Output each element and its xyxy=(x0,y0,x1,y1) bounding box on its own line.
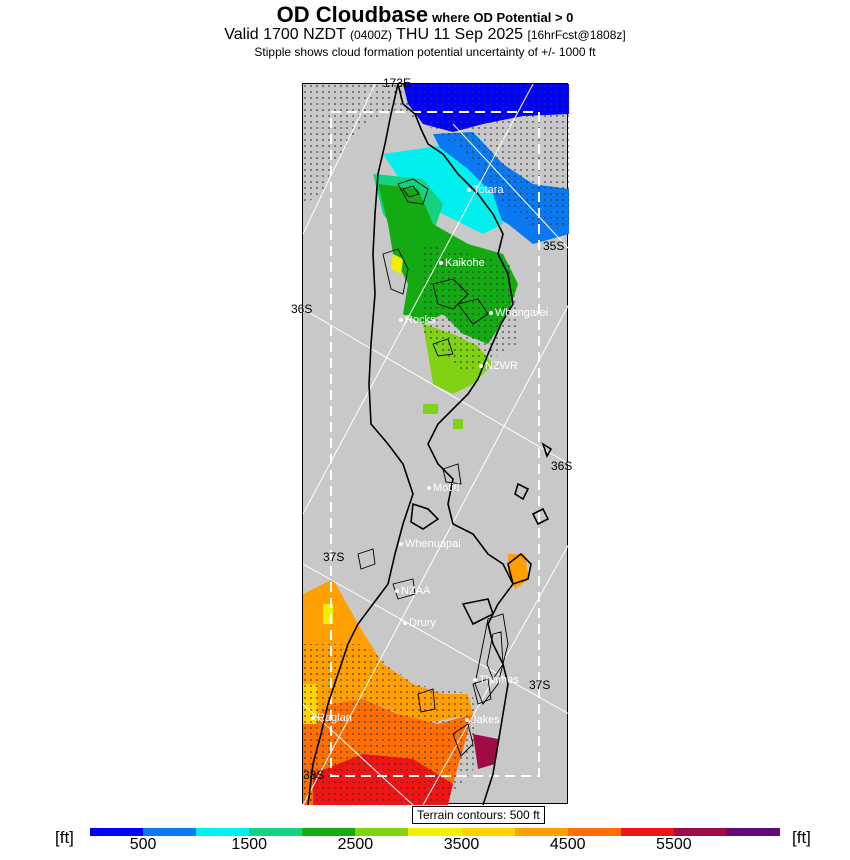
subtitle: Stipple shows cloud formation potential uncertainty of +/- 1000 ft xyxy=(254,45,596,59)
town-jakes: Jakes xyxy=(465,714,500,726)
colorbar-unit-left: [ft] xyxy=(55,828,74,847)
colorbar-segment xyxy=(355,828,408,836)
valid-time-line xyxy=(0,26,850,44)
town-raglan: Raglan xyxy=(311,712,352,724)
town-motiti: Motiti xyxy=(427,482,459,494)
colorbar-tick-label: 2500 xyxy=(337,836,374,853)
label-37s-right: 37S xyxy=(529,678,551,692)
colorbar-segment xyxy=(568,828,621,836)
colorbar-segment xyxy=(143,828,196,836)
label-173e: 173E xyxy=(383,76,412,90)
colorbar-tick-label: 5500 xyxy=(656,836,692,853)
colorbar-tick-label: 4500 xyxy=(549,836,586,853)
label-37s-left: 37S xyxy=(323,550,345,564)
town-totara: Totara xyxy=(467,184,504,196)
map-graphic xyxy=(303,84,569,805)
forecast-info: [16hrFcst@1808z] xyxy=(527,28,626,42)
town-whenuapai: Whenuapai xyxy=(399,538,461,550)
town-kaikohe: Kaikohe xyxy=(439,257,485,269)
colorbar-segment xyxy=(515,828,568,836)
colorbar-segment xyxy=(90,828,143,836)
colorbar-segment xyxy=(196,828,249,836)
town-rocks: Rocks xyxy=(399,314,436,326)
colorbar-segment xyxy=(621,828,674,836)
title-condition: where OD Potential > 0 xyxy=(432,10,574,25)
town-drury: Drury xyxy=(403,617,436,629)
colorbar-tick-label: 3500 xyxy=(443,836,480,853)
label-36s-left: 36S xyxy=(291,302,313,316)
title-main: OD Cloudbase xyxy=(276,2,429,27)
colorbar-segment xyxy=(727,828,780,836)
valid-time: Valid 1700 NZDT xyxy=(224,26,346,43)
colorbar-tick-label: 500 xyxy=(129,836,157,853)
colorbar-segment xyxy=(249,828,302,836)
colorbar xyxy=(90,828,780,836)
colorbar-tick-label: 1500 xyxy=(231,836,268,853)
cloudbase-map xyxy=(302,76,573,804)
town-thames: Thames xyxy=(473,674,519,686)
town-nzwr: NZWR xyxy=(479,360,518,372)
label-35s: 35S xyxy=(543,239,565,253)
label-38s: 38S xyxy=(303,768,325,782)
valid-date: THU 11 Sep 2025 xyxy=(396,26,524,43)
terrain-contours-note: Terrain contours: 500 ft xyxy=(412,806,545,824)
colorbar-unit-right: [ft] xyxy=(792,828,811,847)
utc-time: (0400Z) xyxy=(349,28,392,42)
colorbar-segment xyxy=(408,828,461,836)
label-36s-right: 36S xyxy=(551,459,573,473)
town-nzaa: NZAA xyxy=(395,585,430,597)
colorbar-segment xyxy=(462,828,515,836)
colorbar-segment xyxy=(674,828,727,836)
map-title xyxy=(0,2,850,28)
colorbar-segment xyxy=(302,828,355,836)
town-whangarei: Whangarei xyxy=(489,307,548,319)
